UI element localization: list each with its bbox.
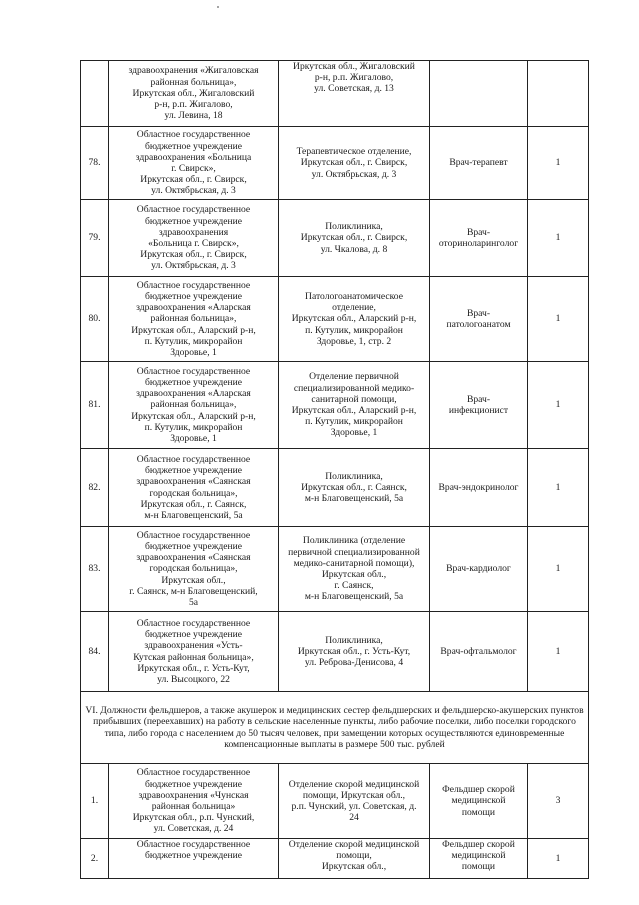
institution-cell-line: здравоохранения «Чунская bbox=[138, 789, 249, 801]
address-cell-line: Поликлиника, bbox=[325, 221, 383, 233]
position-cell-line: помощи bbox=[461, 806, 496, 818]
institution-cell-line: п. Кутулик, микрорайон bbox=[144, 421, 243, 433]
address-cell-line: помощи, bbox=[336, 850, 372, 862]
address-cell bbox=[279, 61, 430, 127]
institution-cell-line: здравоохранения bbox=[158, 226, 229, 238]
position-cell-line: патологоанатом bbox=[446, 319, 511, 330]
section-header-row bbox=[81, 692, 589, 764]
institution-cell-line: бюджетное учреждение bbox=[144, 778, 243, 790]
institution-cell-line: Областное государственное bbox=[136, 279, 251, 291]
institution-cell-line: Иркутская обл., г. Свирск, bbox=[140, 174, 247, 186]
address-cell-line: Терапевтическое отделение, bbox=[296, 146, 412, 158]
address-cell-line: Патологоанатомическое bbox=[305, 290, 403, 302]
institution-cell-line: городская больница», bbox=[149, 487, 238, 499]
row-number: 83. bbox=[81, 527, 109, 612]
positions-table bbox=[80, 60, 589, 879]
address-cell-line: г. Саянск, bbox=[334, 580, 374, 592]
address-cell-line: Иркутская обл., Жигаловский bbox=[293, 61, 415, 72]
address-cell-line: санитарной помощи, bbox=[311, 393, 397, 405]
address-cell-line: м-н Благовещенский, 5а bbox=[304, 493, 404, 505]
institution-cell-line: Здоровье, 1 bbox=[170, 347, 217, 358]
institution-cell-line: городская больница», bbox=[149, 563, 238, 575]
institution-cell bbox=[109, 362, 279, 449]
address-cell bbox=[279, 127, 430, 200]
address-cell-line: п. Кутулик, микрорайон bbox=[305, 416, 403, 428]
address-cell-line: Иркутская обл., г. Усть-Кут, bbox=[297, 645, 411, 657]
address-cell-line: Поликлиника (отделение bbox=[302, 535, 406, 547]
institution-cell-line: «Больница г. Свирск», bbox=[148, 238, 239, 249]
address-cell-line: Поликлиника, bbox=[325, 634, 383, 646]
institution-cell-line: бюджетное учреждение bbox=[144, 850, 243, 862]
position-cell-line: помощи bbox=[461, 861, 496, 873]
address-cell-line: ул. Октябрьская, д. 3 bbox=[311, 168, 397, 180]
position-cell-line: Врач-кардиолог bbox=[446, 563, 511, 575]
institution-cell-line: Иркутская обл., г. Свирск, bbox=[140, 249, 247, 261]
institution-cell-line: бюджетное учреждение bbox=[144, 376, 243, 388]
address-cell-line: Поликлиника, bbox=[325, 470, 383, 482]
institution-cell-line: ул. Октябрьская, д. 3 bbox=[151, 185, 236, 197]
institution-cell bbox=[109, 449, 279, 527]
institution-cell-line: Кутская районная больница», bbox=[133, 651, 254, 663]
address-cell-line: медико-санитарной помощи), bbox=[293, 557, 415, 569]
institution-cell-line: Областное государственное bbox=[136, 839, 251, 850]
position-cell bbox=[430, 277, 528, 362]
row-number: 78. bbox=[81, 127, 109, 200]
institution-cell-line: Иркутская обл., Аларский р-н, bbox=[131, 410, 256, 422]
address-cell-line: Иркутская обл., г. Саянск, bbox=[301, 481, 407, 493]
institution-cell-line: Областное государственное bbox=[136, 129, 251, 141]
table-row bbox=[81, 449, 589, 527]
address-cell-line: Иркутская обл., Аларский р-н, bbox=[291, 405, 417, 416]
address-cell-line: Иркутская обл., г. Свирск, bbox=[300, 157, 408, 169]
address-cell-line: п. Кутулик, микрорайон bbox=[305, 324, 403, 336]
address-cell-line: Иркутская обл., г. Свирск, bbox=[300, 232, 408, 244]
institution-cell-line: Иркутская обл., Жигаловский bbox=[132, 87, 255, 99]
institution-cell-line: Иркутская обл., г. Усть-Кут, bbox=[137, 662, 250, 674]
address-cell-line: Отделение скорой медицинской bbox=[288, 839, 420, 850]
institution-cell-line: Иркутская обл., г. Саянск, bbox=[140, 498, 247, 510]
position-cell bbox=[430, 764, 528, 839]
institution-cell-line: м-н Благовещенский, 5а bbox=[144, 509, 243, 521]
institution-cell bbox=[109, 61, 279, 127]
address-cell-line: Отделение скорой медицинской bbox=[288, 778, 420, 790]
address-cell bbox=[279, 200, 430, 277]
institution-cell-line: районная больница», bbox=[150, 76, 237, 88]
institution-cell-line: п. Кутулик, микрорайон bbox=[144, 335, 243, 347]
row-number: 84. bbox=[81, 612, 109, 692]
institution-cell-line: бюджетное учреждение bbox=[144, 540, 243, 552]
table-row bbox=[81, 527, 589, 612]
position-cell bbox=[430, 362, 528, 449]
institution-cell-line: Иркутская обл., Аларский р-н, bbox=[131, 324, 256, 336]
quantity-cell bbox=[528, 61, 589, 127]
institution-cell-line: бюджетное учреждение bbox=[144, 140, 243, 152]
institution-cell-line: здравоохранения «Больница bbox=[135, 151, 252, 163]
institution-cell bbox=[109, 127, 279, 200]
row-number: 2. bbox=[81, 839, 109, 879]
row-number: 1. bbox=[81, 764, 109, 839]
position-cell-line: Врач- bbox=[466, 307, 491, 319]
table-row bbox=[81, 61, 589, 127]
address-cell-line: 24 bbox=[349, 812, 359, 824]
quantity-cell: 1 bbox=[528, 277, 589, 362]
institution-cell-line: Областное государственное bbox=[136, 529, 251, 541]
address-cell-line: р-н, р.п. Жигалово, bbox=[314, 72, 394, 84]
institution-cell-line: г. Саянск, м-н Благовещенский, bbox=[129, 585, 258, 597]
position-cell-line: Врач-офтальмолог bbox=[440, 645, 517, 657]
table-row bbox=[81, 764, 589, 839]
address-cell bbox=[279, 612, 430, 692]
institution-cell-line: бюджетное учреждение bbox=[144, 290, 243, 302]
table-row bbox=[81, 612, 589, 692]
table-body-bottom bbox=[81, 764, 589, 879]
quantity-cell: 1 bbox=[528, 839, 589, 879]
position-cell bbox=[430, 527, 528, 612]
position-cell bbox=[430, 449, 528, 527]
institution-cell-line: ул. Октябрьская, д. 3 bbox=[151, 260, 236, 272]
institution-cell-line: Областное государственное bbox=[136, 767, 251, 779]
position-cell-line: инфекционист bbox=[448, 405, 509, 416]
table-row bbox=[81, 200, 589, 277]
address-cell-line: специализированной медико- bbox=[293, 382, 415, 394]
institution-cell-line: здравоохранения «Аларская bbox=[136, 302, 251, 314]
institution-cell-line: ул. Высоцкого, 22 bbox=[157, 673, 230, 685]
institution-cell-line: 5а bbox=[188, 597, 199, 608]
section-vi bbox=[81, 692, 589, 764]
address-cell-line: первичной специализированной bbox=[288, 546, 420, 558]
position-cell-line: Фельдшер скорой bbox=[442, 839, 515, 850]
row-number: 82. bbox=[81, 449, 109, 527]
address-cell-line: Иркутская обл., bbox=[321, 569, 387, 580]
row-number bbox=[81, 61, 109, 127]
address-cell-line: помощи, Иркутская обл., bbox=[302, 789, 406, 801]
position-cell-line: медицинской bbox=[451, 850, 506, 862]
address-cell bbox=[279, 362, 430, 449]
address-cell-line: Иркутская обл., bbox=[321, 861, 387, 873]
institution-cell-line: Областное государственное bbox=[136, 365, 251, 377]
address-cell-line: ул. Реброва-Денисова, 4 bbox=[304, 657, 404, 669]
address-cell-line: р.п. Чунский, ул. Советская, д. bbox=[291, 801, 417, 812]
institution-cell-line: Областное государственное bbox=[136, 453, 251, 465]
institution-cell-line: здравоохранения «Саянская bbox=[136, 552, 251, 564]
quantity-cell: 1 bbox=[528, 362, 589, 449]
institution-cell-line: бюджетное учреждение bbox=[144, 465, 243, 477]
table-row bbox=[81, 362, 589, 449]
position-cell bbox=[430, 839, 528, 879]
table-row bbox=[81, 277, 589, 362]
institution-cell-line: районная больница», bbox=[150, 399, 237, 411]
address-cell bbox=[279, 527, 430, 612]
address-cell-line: ул. Советская, д. 13 bbox=[314, 83, 394, 95]
position-cell-line: Врач-эндокринолог bbox=[438, 481, 519, 493]
institution-cell-line: бюджетное учреждение bbox=[144, 629, 243, 641]
quantity-cell: 1 bbox=[528, 527, 589, 612]
institution-cell bbox=[109, 277, 279, 362]
institution-cell-line: Областное государственное bbox=[136, 204, 251, 216]
institution-cell-line: р-н, р.п. Жигалово, bbox=[154, 99, 233, 111]
row-number: 79. bbox=[81, 200, 109, 277]
institution-cell-line: Иркутская обл., р.п. Чунский, bbox=[132, 812, 255, 824]
institution-cell-line: Здоровье, 1 bbox=[170, 433, 217, 444]
table-body-top bbox=[81, 61, 589, 692]
position-cell bbox=[430, 61, 528, 127]
institution-cell-line: здравоохранения «Усть- bbox=[144, 640, 243, 652]
row-number: 81. bbox=[81, 362, 109, 449]
quantity-cell: 1 bbox=[528, 612, 589, 692]
position-cell bbox=[430, 612, 528, 692]
institution-cell-line: здравоохранения «Жигаловская bbox=[128, 65, 259, 77]
institution-cell-line: Областное государственное bbox=[136, 617, 251, 629]
position-cell-line: медицинской bbox=[451, 795, 506, 807]
address-cell-line: отделение, bbox=[332, 302, 376, 314]
address-cell-line: ул. Чкалова, д. 8 bbox=[320, 243, 388, 255]
institution-cell-line: районная больница» bbox=[151, 801, 236, 812]
institution-cell bbox=[109, 839, 279, 879]
institution-cell-line: Иркутская обл., bbox=[161, 574, 226, 586]
position-cell-line: оториноларинголог bbox=[438, 238, 519, 249]
institution-cell-line: здравоохранения «Аларская bbox=[136, 388, 251, 400]
position-cell-line: Врач- bbox=[466, 226, 491, 238]
institution-cell-line: районная больница», bbox=[150, 313, 237, 325]
address-cell bbox=[279, 764, 430, 839]
position-cell-line: Фельдшер скорой bbox=[442, 784, 515, 796]
quantity-cell: 3 bbox=[528, 764, 589, 839]
institution-cell-line: г. Свирск», bbox=[171, 163, 216, 174]
institution-cell-line: ул. Левина, 18 bbox=[164, 110, 223, 122]
institution-cell bbox=[109, 527, 279, 612]
institution-cell bbox=[109, 612, 279, 692]
address-cell-line: м-н Благовещенский, 5а bbox=[304, 591, 404, 603]
scan-speck bbox=[217, 6, 219, 8]
address-cell bbox=[279, 277, 430, 362]
institution-cell bbox=[109, 764, 279, 839]
address-cell bbox=[279, 839, 430, 879]
row-number: 80. bbox=[81, 277, 109, 362]
institution-cell-line: ул. Советская, д. 24 bbox=[153, 823, 234, 835]
table-row bbox=[81, 127, 589, 200]
address-cell-line: Здоровье, 1, стр. 2 bbox=[316, 335, 392, 347]
position-cell bbox=[430, 127, 528, 200]
table-row bbox=[81, 839, 589, 879]
institution-cell-line: бюджетное учреждение bbox=[144, 215, 243, 227]
address-cell-line: Отделение первичной bbox=[309, 371, 399, 383]
institution-cell-line: здравоохранения «Саянская bbox=[136, 476, 251, 488]
quantity-cell: 1 bbox=[528, 449, 589, 527]
address-cell-line: Иркутская обл., Аларский р-н, bbox=[291, 313, 417, 325]
quantity-cell: 1 bbox=[528, 127, 589, 200]
position-cell-line: Врач-терапевт bbox=[449, 157, 508, 169]
section-header: VI. Должности фельдшеров, а также акушерок и медицинских сестер фельдшерских и фельдшерско-акушерских пунктов прибывших (переехавших) на работу в сельские населенные пункты, либо рабочие поселки, либо поселки городского типа, либо города с населением до 50 тысяч человек, при замещении которых осуществляются единовременные компенсационные выплаты в размере 500 тыс. рублей bbox=[81, 692, 589, 764]
quantity-cell: 1 bbox=[528, 200, 589, 277]
institution-cell bbox=[109, 200, 279, 277]
address-cell bbox=[279, 449, 430, 527]
position-cell-line: Врач- bbox=[466, 393, 491, 405]
address-cell-line: Здоровье, 1 bbox=[330, 427, 378, 439]
position-cell bbox=[430, 200, 528, 277]
